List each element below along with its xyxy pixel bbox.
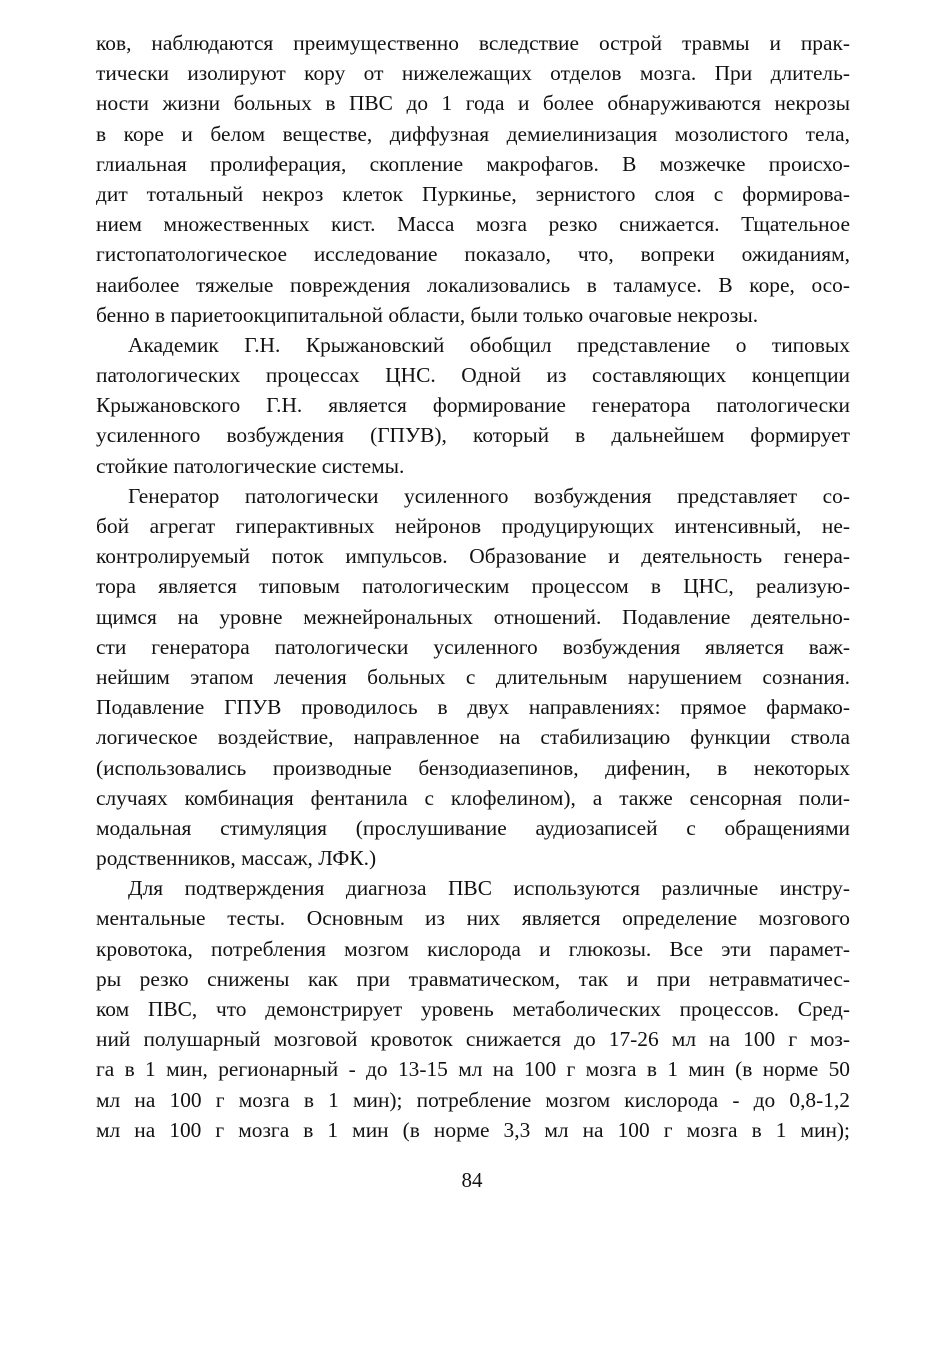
page-body — [96, 28, 850, 1145]
text-line: Генератор патологически усиленного возбуждения представляет со- — [128, 483, 850, 508]
text-line: тически изолируют кору от нижележащих отделов мозга. При длитель- — [96, 61, 850, 86]
text-line: ком ПВС, что демонстрирует уровень метаболических процессов. Сред- — [96, 997, 850, 1021]
text-line: стойкие патологические системы. — [96, 453, 405, 478]
text-line: бой агрегат гиперактивных нейронов продуцирующих интенсивный, не- — [96, 514, 850, 538]
text-line: ры резко снижены как при травматическом, так и при нетравматичес- — [96, 966, 850, 991]
text-line: бенно в париетоокципитальной области, были только очаговые некрозы. — [96, 302, 759, 327]
text-line: родственников, массаж, ЛФК.) — [96, 846, 377, 871]
text-line: Академик Г.Н. Крыжановский обобщил представление о типовых — [128, 332, 850, 357]
text-line: Крыжановского Г.Н. является формирование генератора патологически — [96, 393, 850, 418]
text-line: ментальные тесты. Основным из них является определение мозгового — [96, 906, 850, 931]
paragraph-3 — [96, 481, 850, 873]
text-line: кровотока, потребления мозгом кислорода и глюкозы. Все эти парамет- — [96, 936, 850, 961]
text-line: в коре и белом веществе, диффузная демиелинизация мозолистого тела, — [96, 121, 850, 146]
text-line: мл на 100 г мозга в 1 мин (в норме 3,3 мл на 100 г мозга в 1 мин); — [96, 1117, 850, 1142]
text-line: нием множественных кист. Масса мозга резко снижается. Тщательное — [96, 212, 850, 237]
text-line: мл на 100 г мозга в 1 мин); потребление мозгом кислорода - до 0,8-1,2 — [96, 1087, 850, 1112]
text-line: Подавление ГПУВ проводилось в двух направлениях: прямое фармако- — [96, 695, 850, 720]
text-line: наиболее тяжелые повреждения локализовались в таламусе. В коре, осо- — [96, 272, 850, 297]
text-line: гистопатологическое исследование показало, что, вопреки ожиданиям, — [96, 242, 850, 267]
text-line: га в 1 мин, регионарный - до 13-15 мл на 100 г мозга в 1 мин (в норме 50 — [96, 1057, 850, 1082]
paragraph-4 — [96, 873, 850, 1145]
text-line: тора является типовым патологическим процессом в ЦНС, реализую- — [96, 574, 850, 599]
text-line: (использовались производные бензодиазепинов, дифенин, в некоторых — [96, 755, 850, 780]
page-number: 84 — [461, 1168, 483, 1192]
text-line: модальная стимуляция (прослушивание аудиозаписей с обращениями — [96, 815, 850, 840]
text-line: нейшим этапом лечения больных с длительным нарушением сознания. — [96, 664, 850, 689]
text-line: патологических процессах ЦНС. Одной из составляющих концепции — [96, 363, 850, 388]
text-line: случаях комбинация фентанила с клофелином), а также сенсорная поли- — [96, 785, 850, 810]
text-line: щимся на уровне межнейрональных отношений. Подавление деятельно- — [96, 604, 850, 629]
text-line: ков, наблюдаются преимущественно вследствие острой травмы и прак- — [96, 31, 850, 55]
text-line: контролируемый поток импульсов. Образование и деятельность генера- — [96, 544, 850, 569]
text-line: ний полушарный мозговой кровоток снижается до 17-26 мл на 100 г моз- — [96, 1027, 850, 1052]
text-line: ности жизни больных в ПВС до 1 года и более обнаруживаются некрозы — [96, 91, 850, 116]
text-line: дит тотальный некроз клеток Пуркинье, зернистого слоя с формирова- — [96, 181, 850, 206]
text-line: усиленного возбуждения (ГПУВ), который в дальнейшем формирует — [96, 423, 850, 448]
paragraph-1 — [96, 28, 850, 330]
text-line: логическое воздействие, направленное на стабилизацию функции ствола — [96, 725, 850, 750]
text-line: Для подтверждения диагноза ПВС используются различные инстру- — [128, 876, 850, 901]
text-line: сти генератора патологически усиленного возбуждения является важ- — [96, 634, 850, 659]
text-line: глиальная пролиферация, скопление макрофагов. В мозжечке происхо- — [96, 151, 850, 176]
paragraph-2 — [96, 330, 850, 481]
